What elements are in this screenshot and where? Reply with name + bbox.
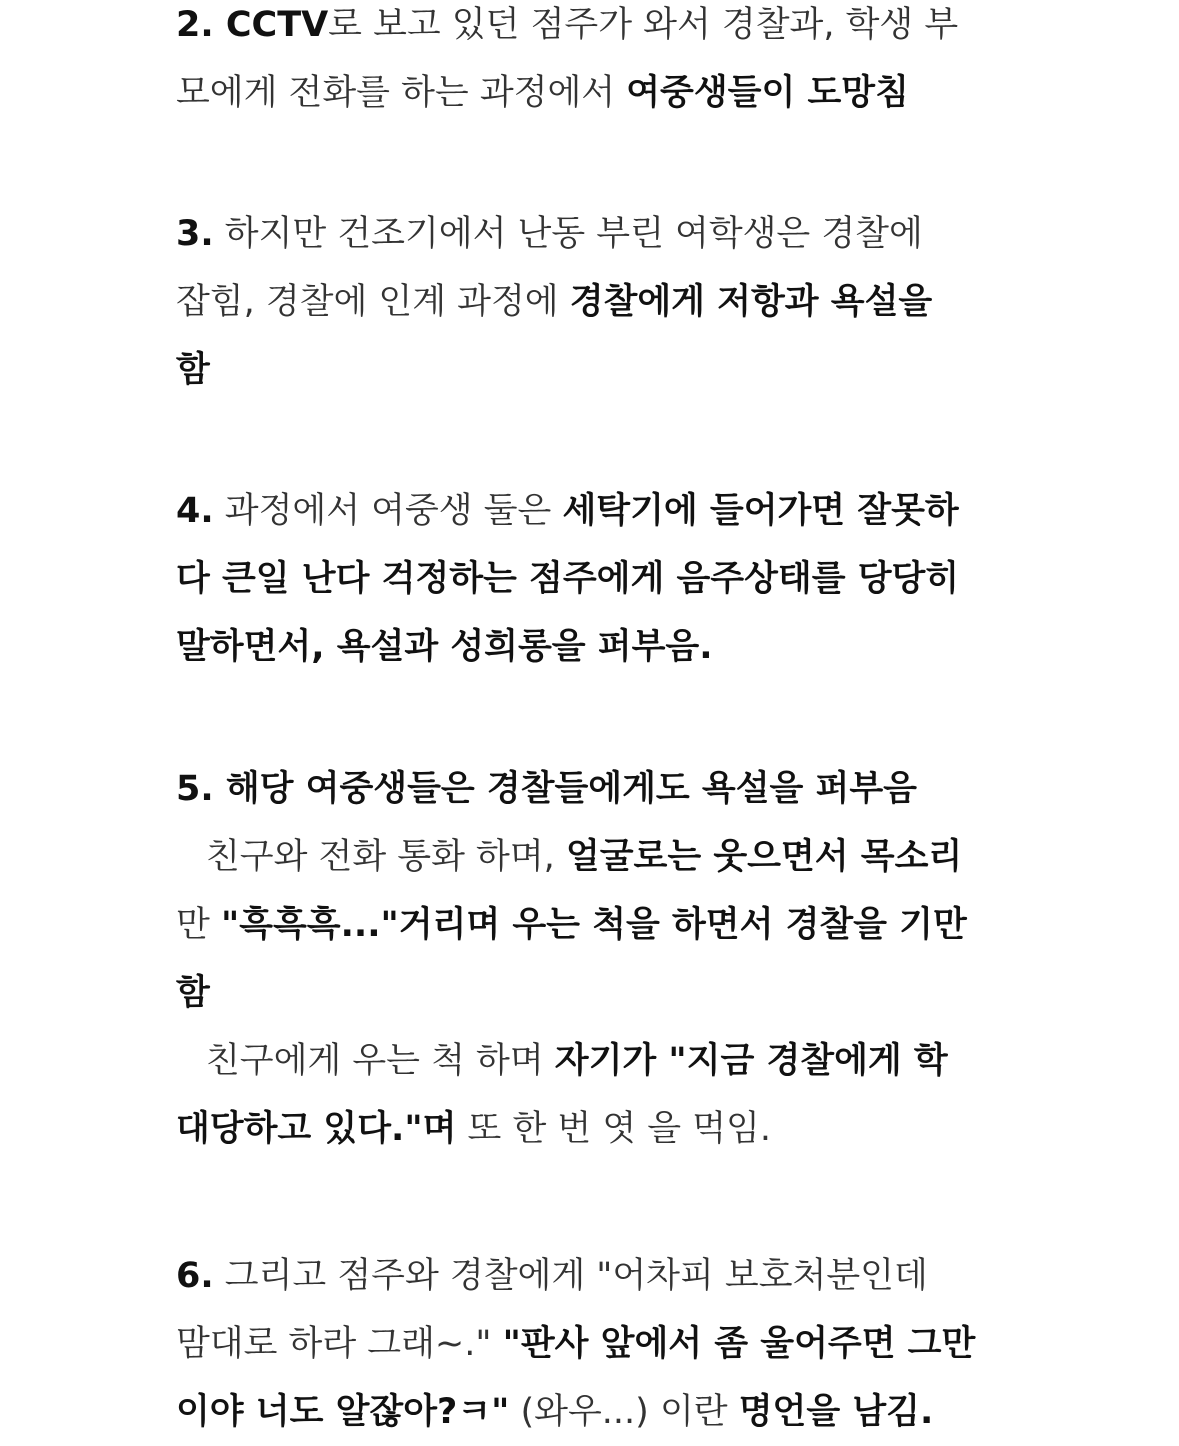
bold-text-segment: 말하면서, 욕설과 성희롱을 퍼부음. [176,627,713,667]
paragraph-item-4 [176,477,959,681]
text-segment: 모에게 전화를 하는 과정에서 [176,73,627,113]
paragraph-item-6 [176,1242,975,1446]
bold-text-segment: 대당하고 있다."며 [176,1109,457,1149]
paragraph-item-3 [176,200,932,404]
bold-text-segment: 명언을 남김. [738,1392,934,1432]
bold-text-segment: 얼굴로는 웃으면서 목소리 [565,837,963,877]
text-line [176,1027,967,1095]
paragraph-item-5 [176,755,967,1163]
text-segment: 또 한 번 엿 을 먹임. [456,1109,771,1149]
text-segment: 친구와 전화 통화 하며, [206,837,566,877]
text-line [176,200,932,268]
bold-text-segment: 여중생들이 도망침 [626,73,909,113]
bold-text-segment: 4. [176,491,214,531]
text-line [176,1310,975,1378]
bold-text-segment: "흑흑흑..."거리며 우는 척을 하면서 경찰을 기만 [220,905,967,945]
text-line [176,545,959,613]
text-line [176,823,967,891]
bold-text-segment: 이야 너도 알잖아?ㅋ" [176,1392,510,1432]
bold-text-segment: 자기가 "지금 경찰에게 학 [554,1041,948,1081]
bold-text-segment: 다 큰일 난다 걱정하는 점주에게 음주상태를 당당히 [176,559,960,599]
text-line [176,891,967,959]
text-line [176,336,932,404]
text-line [176,1242,975,1310]
bold-text-segment: 세탁기에 들어가면 잘못하 [562,491,959,531]
bold-text-segment: 5. 해당 여중생들은 경찰들에게도 욕설을 퍼부음 [176,769,917,809]
bold-text-segment: 2. CCTV [176,5,329,45]
text-segment: 잡힘, 경찰에 인계 과정에 [176,282,570,322]
text-segment: 그리고 점주와 경찰에게 "어차피 보호처분인데 [213,1256,928,1296]
bold-text-segment: 함 [176,973,210,1013]
text-line [176,1378,975,1446]
text-line [176,59,958,127]
bold-text-segment: 함 [176,350,210,390]
bold-text-segment: 3. [176,214,214,254]
text-segment: 과정에서 여중생 둘은 [213,491,563,531]
text-line [176,959,967,1027]
text-segment: 하지만 건조기에서 난동 부린 여학생은 경찰에 [213,214,923,254]
text-line [176,755,967,823]
text-segment: (와우...) 이란 [509,1392,739,1432]
text-segment: 로 보고 있던 점주가 와서 경찰과, 학생 부 [328,5,959,45]
paragraph-item-2 [176,0,958,127]
bold-text-segment: "판사 앞에서 좀 울어주면 그만 [502,1324,976,1364]
text-line [176,0,958,59]
bold-text-segment: 경찰에게 저항과 욕설을 [569,282,933,322]
text-line [176,1095,967,1163]
text-segment: 친구에게 우는 척 하며 [206,1041,555,1081]
text-line [176,477,959,545]
text-line [176,268,932,336]
text-segment: 맘대로 하라 그래~." [176,1324,503,1364]
text-segment: 만 [176,905,221,945]
bold-text-segment: 6. [176,1256,214,1296]
text-line [176,613,959,681]
